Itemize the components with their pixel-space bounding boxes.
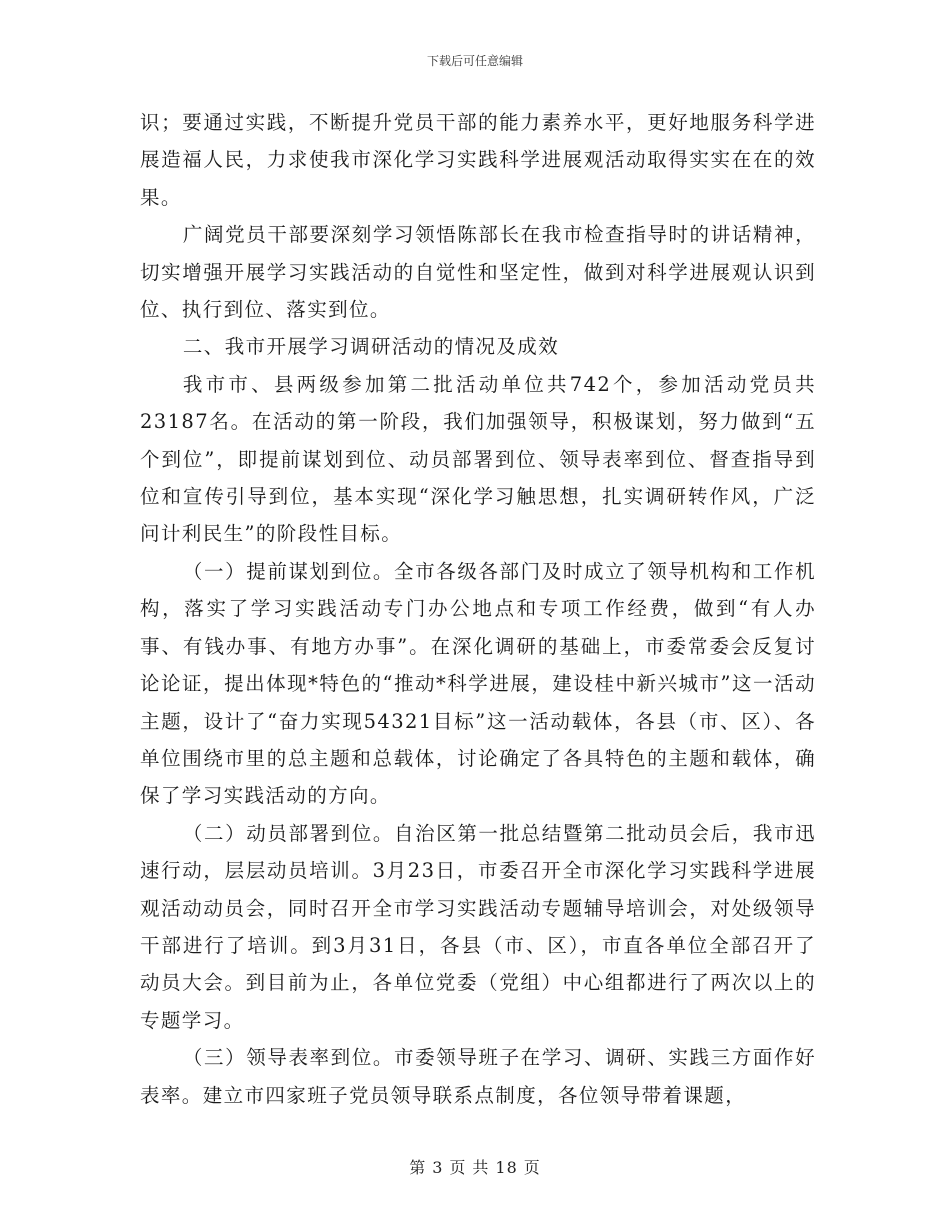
page-number-footer	[0, 1155, 950, 1178]
footer-suffix: 页	[523, 1158, 541, 1177]
paragraph-3: 我市市、县两级参加第二批活动单位共742个，参加活动党员共23187名。在活动的第一阶段，我们加强领导，积极谋划，努力做到“五个到位”，即提前谋划到位、动员部署到位、领导表率到位、督查指导到位和宣传引导到位，基本实现“深化学习触思想，扎实调研转作风，广泛问计利民生”的阶段性目标。	[140, 372, 816, 546]
paragraph-6: （三）领导表率到位。市委领导班子在学习、调研、实践三方面作好表率。建立市四家班子党员领导联系点制度，各位领导带着课题，	[140, 1046, 816, 1107]
paragraph-5: （二）动员部署到位。自治区第一批总结暨第二批动员会后，我市迅速行动，层层动员培训。3月23日，市委召开全市深化学习实践科学进展观活动动员会，同时召开全市学习实践活动专题辅导培训会，对处级领导干部进行了培训。到3月31日，各县（市、区），市直各单位全部召开了动员大会。到目前为止，各单位党委（党组）中心组都进行了两次以上的专题学习。	[140, 821, 816, 1032]
page-header-note: 下载后可任意编辑	[426, 54, 523, 68]
paragraph-2: 广阔党员干部要深刻学习领悟陈部长在我市检查指导时的讲话精神，切实增强开展学习实践活动的自觉性和坚定性，做到对科学进展观认识到位、执行到位、落实到位。	[140, 223, 816, 322]
document-body	[140, 104, 816, 1114]
paragraph-1: 识；要通过实践，不断提升党员干部的能力素养水平，更好地服务科学进展造福人民，力求使我市深化学习实践科学进展观活动取得实实在在的效果。	[140, 111, 816, 209]
section-heading: 二、我市开展学习调研活动的情况及成效	[182, 335, 560, 359]
footer-total-pages: 18	[495, 1158, 518, 1177]
footer-page-label: 页	[449, 1158, 467, 1177]
footer-current-page: 3	[432, 1158, 444, 1177]
footer-total-label: 共	[472, 1158, 490, 1177]
footer-prefix: 第	[409, 1158, 427, 1177]
paragraph-4: （一）提前谋划到位。全市各级各部门及时成立了领导机构和工作机构，落实了学习实践活动专门办公地点和专项工作经费，做到“有人办事、有钱办事、有地方办事”。在深化调研的基础上，市委常委会反复讨论论证，提出体现*特色的“推动*科学进展，建设桂中新兴城市”这一活动主题，设计了“奋力实现54321目标”这一活动载体，各县（市、区）、各单位围绕市里的总主题和总载体，讨论确定了各具特色的主题和载体，确保了学习实践活动的方向。	[140, 559, 816, 808]
